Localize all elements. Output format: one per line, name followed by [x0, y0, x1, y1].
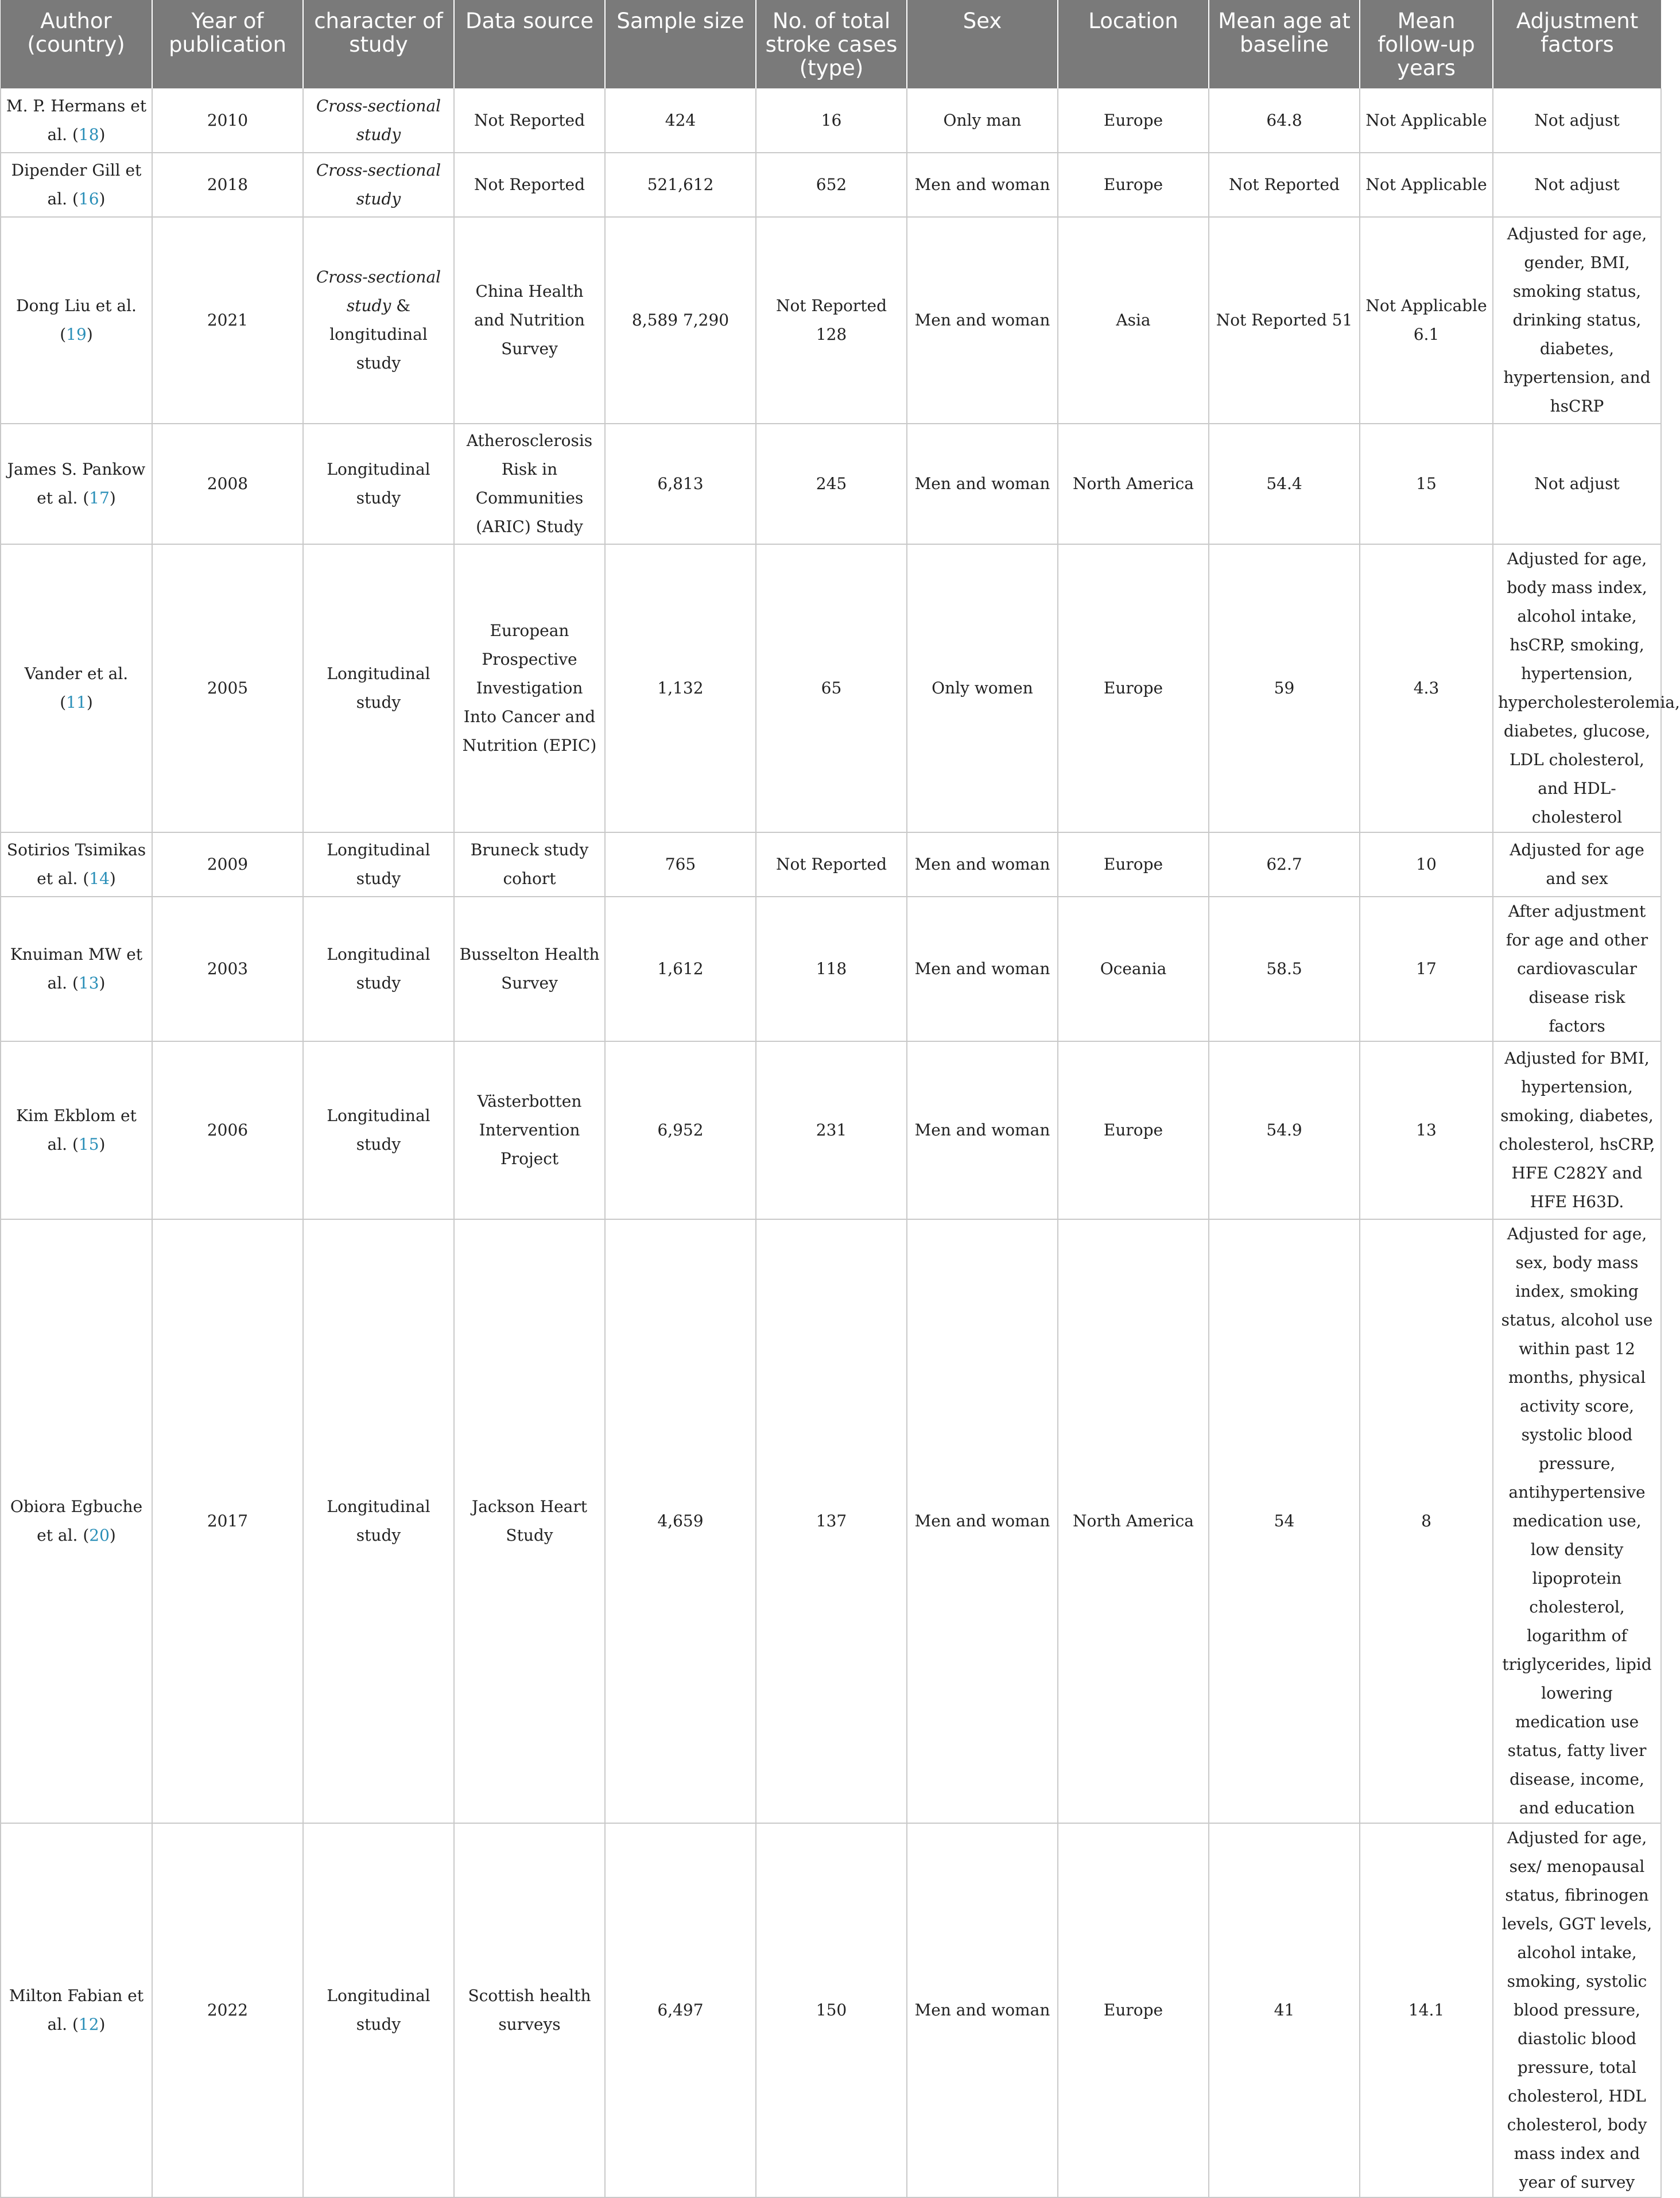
header-character: character of study — [303, 0, 454, 88]
table-row — [1, 1823, 1661, 2197]
data-source-cell: Atherosclerosis Risk in Communities (ARIC) Study — [454, 424, 605, 544]
data-source-cell: Bruneck study cohort — [454, 832, 605, 897]
mean-age-cell: 54.4 — [1209, 424, 1360, 544]
location-cell: Oceania — [1058, 897, 1209, 1041]
data-source-cell: Not Reported — [454, 88, 605, 153]
character-cell: Longitudinal study — [303, 1219, 454, 1823]
year-cell: 2022 — [152, 1823, 303, 2197]
table-row — [1, 424, 1661, 544]
character-cell: Longitudinal study — [303, 544, 454, 832]
follow-up-cell: 4.3 — [1360, 544, 1493, 832]
author-cell: Knuiman MW et al. (13) — [1, 897, 152, 1041]
header-data-source: Data source — [454, 0, 605, 88]
mean-age-cell: Not Reported — [1209, 153, 1360, 217]
year-cell: 2018 — [152, 153, 303, 217]
sex-cell: Only man — [907, 88, 1058, 153]
character-cell: Longitudinal study — [303, 897, 454, 1041]
year-cell: 2005 — [152, 544, 303, 832]
adjustment-cell: Adjusted for age, gender, BMI, smoking status, drinking status, diabetes, hypertension, and hsCRP — [1493, 217, 1661, 424]
data-source-cell: China Health and Nutrition Survey — [454, 217, 605, 424]
follow-up-cell: 15 — [1360, 424, 1493, 544]
data-source-cell: Scottish health surveys — [454, 1823, 605, 2197]
stroke-cases-cell: Not Reported — [756, 832, 907, 897]
follow-up-cell: Not Applicable — [1360, 153, 1493, 217]
reference-link[interactable]: 19 — [66, 325, 87, 344]
adjustment-cell: After adjustment for age and other cardiovascular disease risk factors — [1493, 897, 1661, 1041]
reference-link[interactable]: 15 — [78, 1135, 99, 1154]
author-cell: Kim Ekblom et al. (15) — [1, 1041, 152, 1219]
follow-up-cell: 10 — [1360, 832, 1493, 897]
follow-up-cell: 14.1 — [1360, 1823, 1493, 2197]
reference-link[interactable]: 12 — [78, 2015, 99, 2034]
author-cell: M. P. Hermans et al. (18) — [1, 88, 152, 153]
adjustment-cell: Not adjust — [1493, 424, 1661, 544]
table-body — [1, 88, 1680, 2197]
character-cell: Cross-sectional study & longitudinal study — [303, 217, 454, 424]
stroke-cases-cell: 231 — [756, 1041, 907, 1219]
mean-age-cell: 59 — [1209, 544, 1360, 832]
sex-cell: Men and woman — [907, 217, 1058, 424]
table-row — [1, 217, 1661, 424]
year-cell: 2010 — [152, 88, 303, 153]
header-author: Author (country) — [1, 0, 152, 88]
header-sex: Sex — [907, 0, 1058, 88]
sex-cell: Men and woman — [907, 1219, 1058, 1823]
reference-link[interactable]: 13 — [78, 974, 99, 993]
character-cell: Cross-sectional study — [303, 88, 454, 153]
sample-size-cell: 1,132 — [605, 544, 756, 832]
table-row — [1, 832, 1661, 897]
author-cell: Dipender Gill et al. (16) — [1, 153, 152, 217]
header-mean-age: Mean age at baseline — [1209, 0, 1360, 88]
table-row — [1, 1041, 1661, 1219]
follow-up-cell: Not Applicable 6.1 — [1360, 217, 1493, 424]
table-row — [1, 544, 1661, 832]
author-cell: James S. Pankow et al. (17) — [1, 424, 152, 544]
header-sample-size: Sample size — [605, 0, 756, 88]
location-cell: Europe — [1058, 832, 1209, 897]
sample-size-cell: 6,497 — [605, 1823, 756, 2197]
year-cell: 2008 — [152, 424, 303, 544]
year-cell: 2017 — [152, 1219, 303, 1823]
header-location: Location — [1058, 0, 1209, 88]
adjustment-cell: Adjusted for age, sex, body mass index, smoking status, alcohol use within past 12 months, physical activity score, systolic blood pressure, antihypertensive medication use, low density lipoprotein cholesterol, logarithm of triglycerides, lipid lowering medication use status, fatty liver disease, income, and education — [1493, 1219, 1661, 1823]
data-source-cell: Västerbotten Intervention Project — [454, 1041, 605, 1219]
sex-cell: Men and woman — [907, 153, 1058, 217]
mean-age-cell: 58.5 — [1209, 897, 1360, 1041]
author-cell: Obiora Egbuche et al. (20) — [1, 1219, 152, 1823]
sample-size-cell: 8,589 7,290 — [605, 217, 756, 424]
sample-size-cell: 424 — [605, 88, 756, 153]
sample-size-cell: 6,813 — [605, 424, 756, 544]
follow-up-cell: Not Applicable — [1360, 88, 1493, 153]
stroke-cases-cell: 137 — [756, 1219, 907, 1823]
header-adjustment: Adjustment factors — [1493, 0, 1661, 88]
location-cell: Asia — [1058, 217, 1209, 424]
author-cell: Dong Liu et al. (19) — [1, 217, 152, 424]
stroke-cases-cell: 16 — [756, 88, 907, 153]
follow-up-cell: 17 — [1360, 897, 1493, 1041]
location-cell: Europe — [1058, 153, 1209, 217]
stroke-cases-cell: 118 — [756, 897, 907, 1041]
table-row — [1, 153, 1661, 217]
mean-age-cell: 62.7 — [1209, 832, 1360, 897]
sex-cell: Men and woman — [907, 1823, 1058, 2197]
character-cell: Cross-sectional study — [303, 153, 454, 217]
reference-link[interactable]: 18 — [78, 125, 99, 144]
reference-link[interactable]: 11 — [66, 693, 87, 712]
table-row — [1, 897, 1661, 1041]
follow-up-cell: 8 — [1360, 1219, 1493, 1823]
sample-size-cell: 4,659 — [605, 1219, 756, 1823]
author-cell: Milton Fabian et al. (12) — [1, 1823, 152, 2197]
table-row — [1, 1219, 1661, 1823]
adjustment-cell: Adjusted for age, sex/ menopausal status, fibrinogen levels, GGT levels, alcohol intake, smoking, systolic blood pressure, diastolic blood pressure, total cholesterol, HDL cholesterol, body mass index and year of survey — [1493, 1823, 1661, 2197]
adjustment-cell: Adjusted for BMI, hypertension, smoking, diabetes, cholesterol, hsCRP, HFE C282Y and HFE H63D. — [1493, 1041, 1661, 1219]
location-cell: Europe — [1058, 1041, 1209, 1219]
sample-size-cell: 1,612 — [605, 897, 756, 1041]
location-cell: Europe — [1058, 1823, 1209, 2197]
reference-link[interactable]: 20 — [89, 1526, 110, 1545]
adjustment-cell: Adjusted for age, body mass index, alcohol intake, hsCRP, smoking, hypertension, hypercholesterolemia, diabetes, glucose, LDL cholesterol, and HDL-cholesterol — [1493, 544, 1661, 832]
sex-cell: Men and woman — [907, 1041, 1058, 1219]
character-cell: Longitudinal study — [303, 1041, 454, 1219]
data-source-cell: Busselton Health Survey — [454, 897, 605, 1041]
header-stroke-cases: No. of total stroke cases (type) — [756, 0, 907, 88]
year-cell: 2006 — [152, 1041, 303, 1219]
sex-cell: Men and woman — [907, 832, 1058, 897]
adjustment-cell: Not adjust — [1493, 153, 1661, 217]
sample-size-cell: 6,952 — [605, 1041, 756, 1219]
stroke-cases-cell: 150 — [756, 1823, 907, 2197]
data-source-cell: European Prospective Investigation Into Cancer and Nutrition (EPIC) — [454, 544, 605, 832]
location-cell: North America — [1058, 1219, 1209, 1823]
author-cell: Vander et al. (11) — [1, 544, 152, 832]
author-cell: Sotirios Tsimikas et al. (14) — [1, 832, 152, 897]
data-source-cell: Jackson Heart Study — [454, 1219, 605, 1823]
sample-size-cell: 521,612 — [605, 153, 756, 217]
sex-cell: Men and woman — [907, 424, 1058, 544]
adjustment-cell: Not adjust — [1493, 88, 1661, 153]
mean-age-cell: 41 — [1209, 1823, 1360, 2197]
year-cell: 2021 — [152, 217, 303, 424]
year-cell: 2009 — [152, 832, 303, 897]
reference-link[interactable]: 17 — [89, 489, 110, 507]
stroke-cases-cell: 245 — [756, 424, 907, 544]
stroke-cases-cell: 65 — [756, 544, 907, 832]
mean-age-cell: 54 — [1209, 1219, 1360, 1823]
reference-link[interactable]: 16 — [78, 189, 99, 208]
table-row — [1, 88, 1661, 153]
character-cell: Longitudinal study — [303, 424, 454, 544]
data-source-cell: Not Reported — [454, 153, 605, 217]
location-cell: Europe — [1058, 88, 1209, 153]
follow-up-cell: 13 — [1360, 1041, 1493, 1219]
location-cell: Europe — [1058, 544, 1209, 832]
sex-cell: Men and woman — [907, 897, 1058, 1041]
location-cell: North America — [1058, 424, 1209, 544]
mean-age-cell: 64.8 — [1209, 88, 1360, 153]
mean-age-cell: 54.9 — [1209, 1041, 1360, 1219]
sample-size-cell: 765 — [605, 832, 756, 897]
adjustment-cell: Adjusted for age and sex — [1493, 832, 1661, 897]
stroke-cases-cell: 652 — [756, 153, 907, 217]
year-cell: 2003 — [152, 897, 303, 1041]
header-follow-up: Mean follow-up years — [1360, 0, 1493, 88]
table-header-row — [1, 0, 1661, 88]
sex-cell: Only women — [907, 544, 1058, 832]
header-year: Year of publication — [152, 0, 303, 88]
character-cell: Longitudinal study — [303, 1823, 454, 2197]
stroke-cases-cell: Not Reported 128 — [756, 217, 907, 424]
reference-link[interactable]: 14 — [89, 869, 110, 888]
mean-age-cell: Not Reported 51 — [1209, 217, 1360, 424]
character-cell: Longitudinal study — [303, 832, 454, 897]
